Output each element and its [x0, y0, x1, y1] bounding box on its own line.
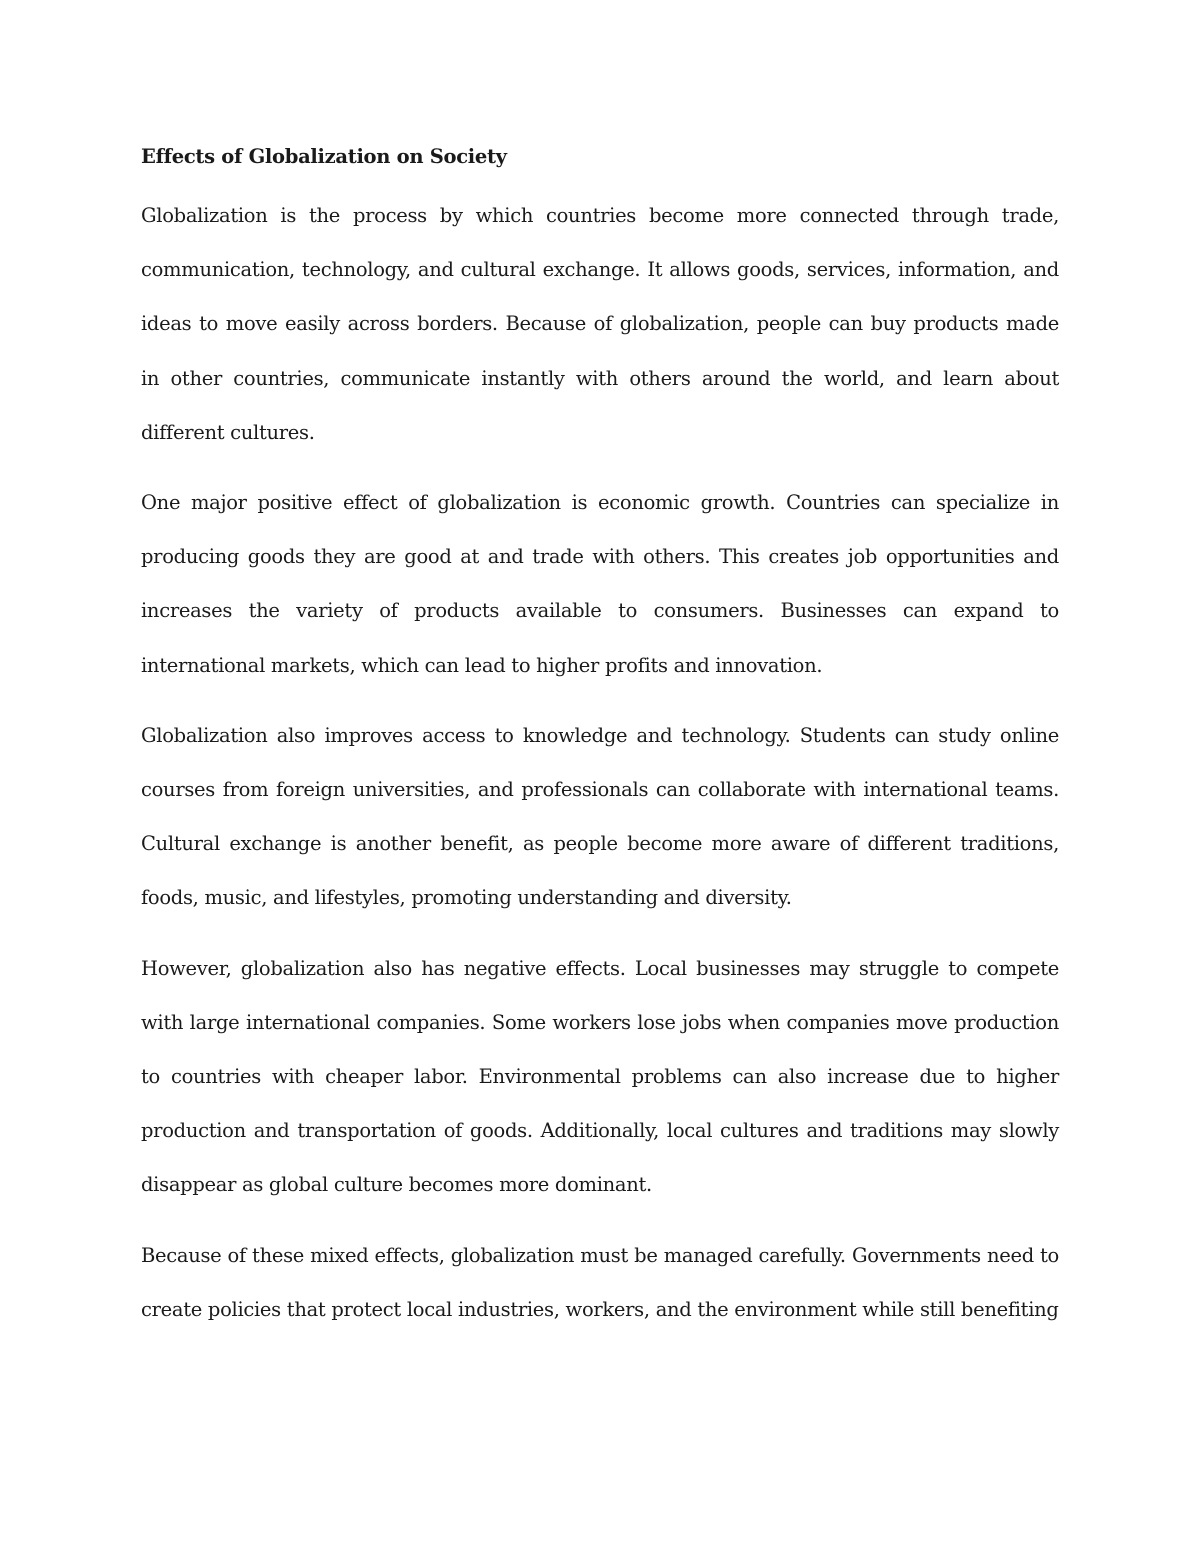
paragraph-negative-effects: However, globalization also has negative effects. Local businesses may struggle to compete with large international companies. Some workers lose jobs when companies move production to countries with cheaper labor. Environmental problems can also increase due to higher production and transportation of goods. Additionally, local cultures and traditions may slowly disappear as global culture becomes more dominant.: [141, 956, 1059, 1197]
paragraph-conclusion: Because of these mixed effects, globalization must be managed carefully. Governments need to create policies that protect local industries, workers, and the environment while still benefiting: [141, 1243, 1059, 1321]
paragraph-knowledge-technology: Globalization also improves access to knowledge and technology. Students can study online courses from foreign universities, and professionals can collaborate with international teams. Cultural exchange is another benefit, as people become more aware of different traditions, foods, music, and lifestyles, promoting understanding and diversity.: [141, 723, 1059, 910]
document-title: Effects of Globalization on Society: [141, 145, 507, 168]
paragraph-economic-growth: One major positive effect of globalization is economic growth. Countries can specialize in producing goods they are good at and trade with others. This creates job opportunities and increases the variety of products available to consumers. Businesses can expand to international markets, which can lead to higher profits and innovation.: [141, 491, 1059, 677]
document-body: [141, 138, 1059, 1337]
paragraph-introduction: Globalization is the process by which countries become more connected through trade, communication, technology, and cultural exchange. It allows goods, services, information, and ideas to move easily across borders. Because of globalization, people can buy products made in other countries, communicate instantly with others around the world, and learn about different cultures.: [141, 204, 1059, 444]
